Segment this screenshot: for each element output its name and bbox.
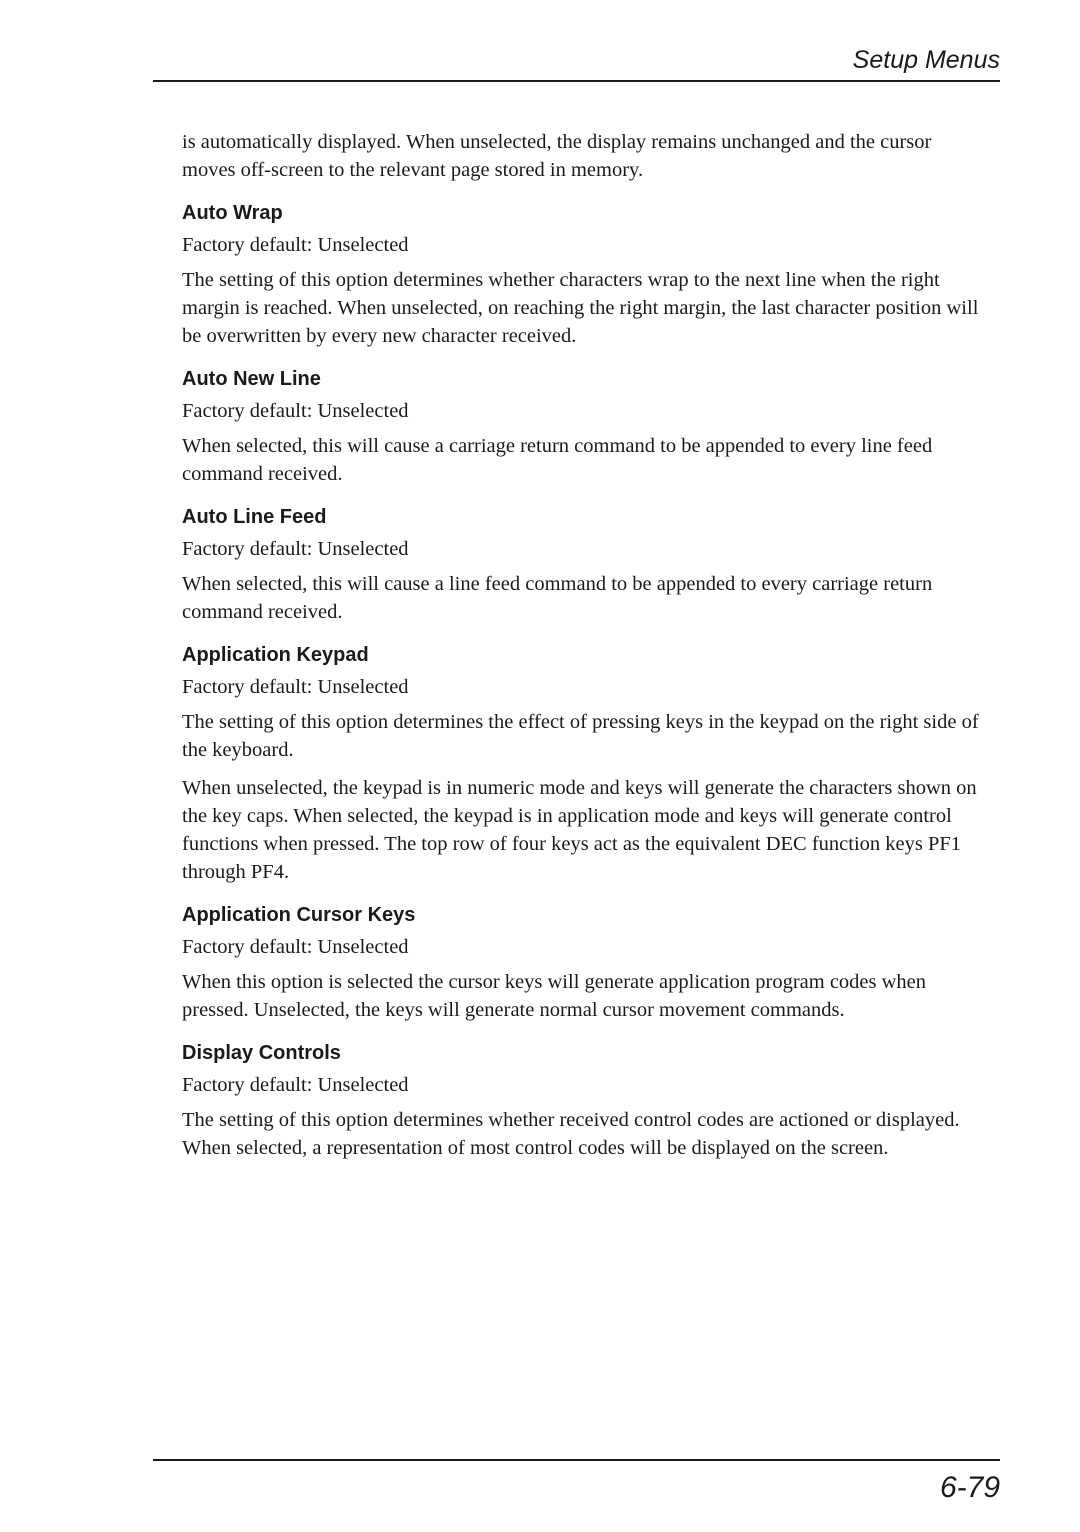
section-paragraph: When selected, this will cause a line feed command to be appended to every carriage return command received. bbox=[182, 573, 933, 623]
section-paragraph: When this option is selected the cursor keys will generate application program codes when pressed. Unselected, the keys will generate normal cursor movement commands. bbox=[182, 971, 927, 1021]
header-rule bbox=[153, 80, 1000, 82]
factory-default: Factory default: Unselected bbox=[182, 538, 409, 560]
factory-default: Factory default: Unselected bbox=[182, 676, 409, 698]
section-display-controls bbox=[182, 1040, 982, 1162]
section-application-keypad bbox=[182, 642, 982, 886]
section-paragraph: The setting of this option determines whether received control codes are actioned or displayed. When selected, a representation of most control codes will be displayed on the screen. bbox=[182, 1109, 960, 1159]
section-paragraph: When unselected, the keypad is in numeric mode and keys will generate the characters shown on the key caps. When selected, the keypad is in application mode and keys will generate control functions when pressed. The top row of four keys act as the equivalent DEC function keys PF1 through PF4. bbox=[182, 777, 977, 883]
section-auto-line-feed bbox=[182, 504, 982, 626]
section-heading: Auto New Line bbox=[182, 368, 321, 390]
section-paragraph: The setting of this option determines whether characters wrap to the next line when the right margin is reached. When unselected, on reaching the right margin, the last character position will be overwritten by every new character received. bbox=[182, 269, 979, 347]
section-heading: Application Keypad bbox=[182, 644, 369, 666]
page-number: 6-79 bbox=[939, 1471, 1000, 1504]
footer-rule bbox=[153, 1459, 1000, 1461]
page-body bbox=[182, 128, 982, 1172]
section-paragraph: When selected, this will cause a carriage return command to be appended to every line feed command received. bbox=[182, 435, 933, 485]
section-auto-new-line bbox=[182, 366, 982, 488]
section-heading: Auto Wrap bbox=[182, 202, 283, 224]
running-head-title: Setup Menus bbox=[852, 46, 1000, 74]
factory-default: Factory default: Unselected bbox=[182, 1074, 409, 1096]
factory-default: Factory default: Unselected bbox=[182, 400, 409, 422]
intro-paragraph: is automatically displayed. When unselected, the display remains unchanged and the cursor moves off-screen to the relevant page stored in memory. bbox=[182, 131, 932, 181]
factory-default: Factory default: Unselected bbox=[182, 234, 409, 256]
section-auto-wrap bbox=[182, 200, 982, 350]
section-heading: Auto Line Feed bbox=[182, 506, 327, 528]
section-heading: Display Controls bbox=[182, 1042, 341, 1064]
section-heading: Application Cursor Keys bbox=[182, 904, 416, 926]
section-paragraph: The setting of this option determines the effect of pressing keys in the keypad on the right side of the keyboard. bbox=[182, 711, 979, 761]
factory-default: Factory default: Unselected bbox=[182, 936, 409, 958]
section-application-cursor-keys bbox=[182, 902, 982, 1024]
